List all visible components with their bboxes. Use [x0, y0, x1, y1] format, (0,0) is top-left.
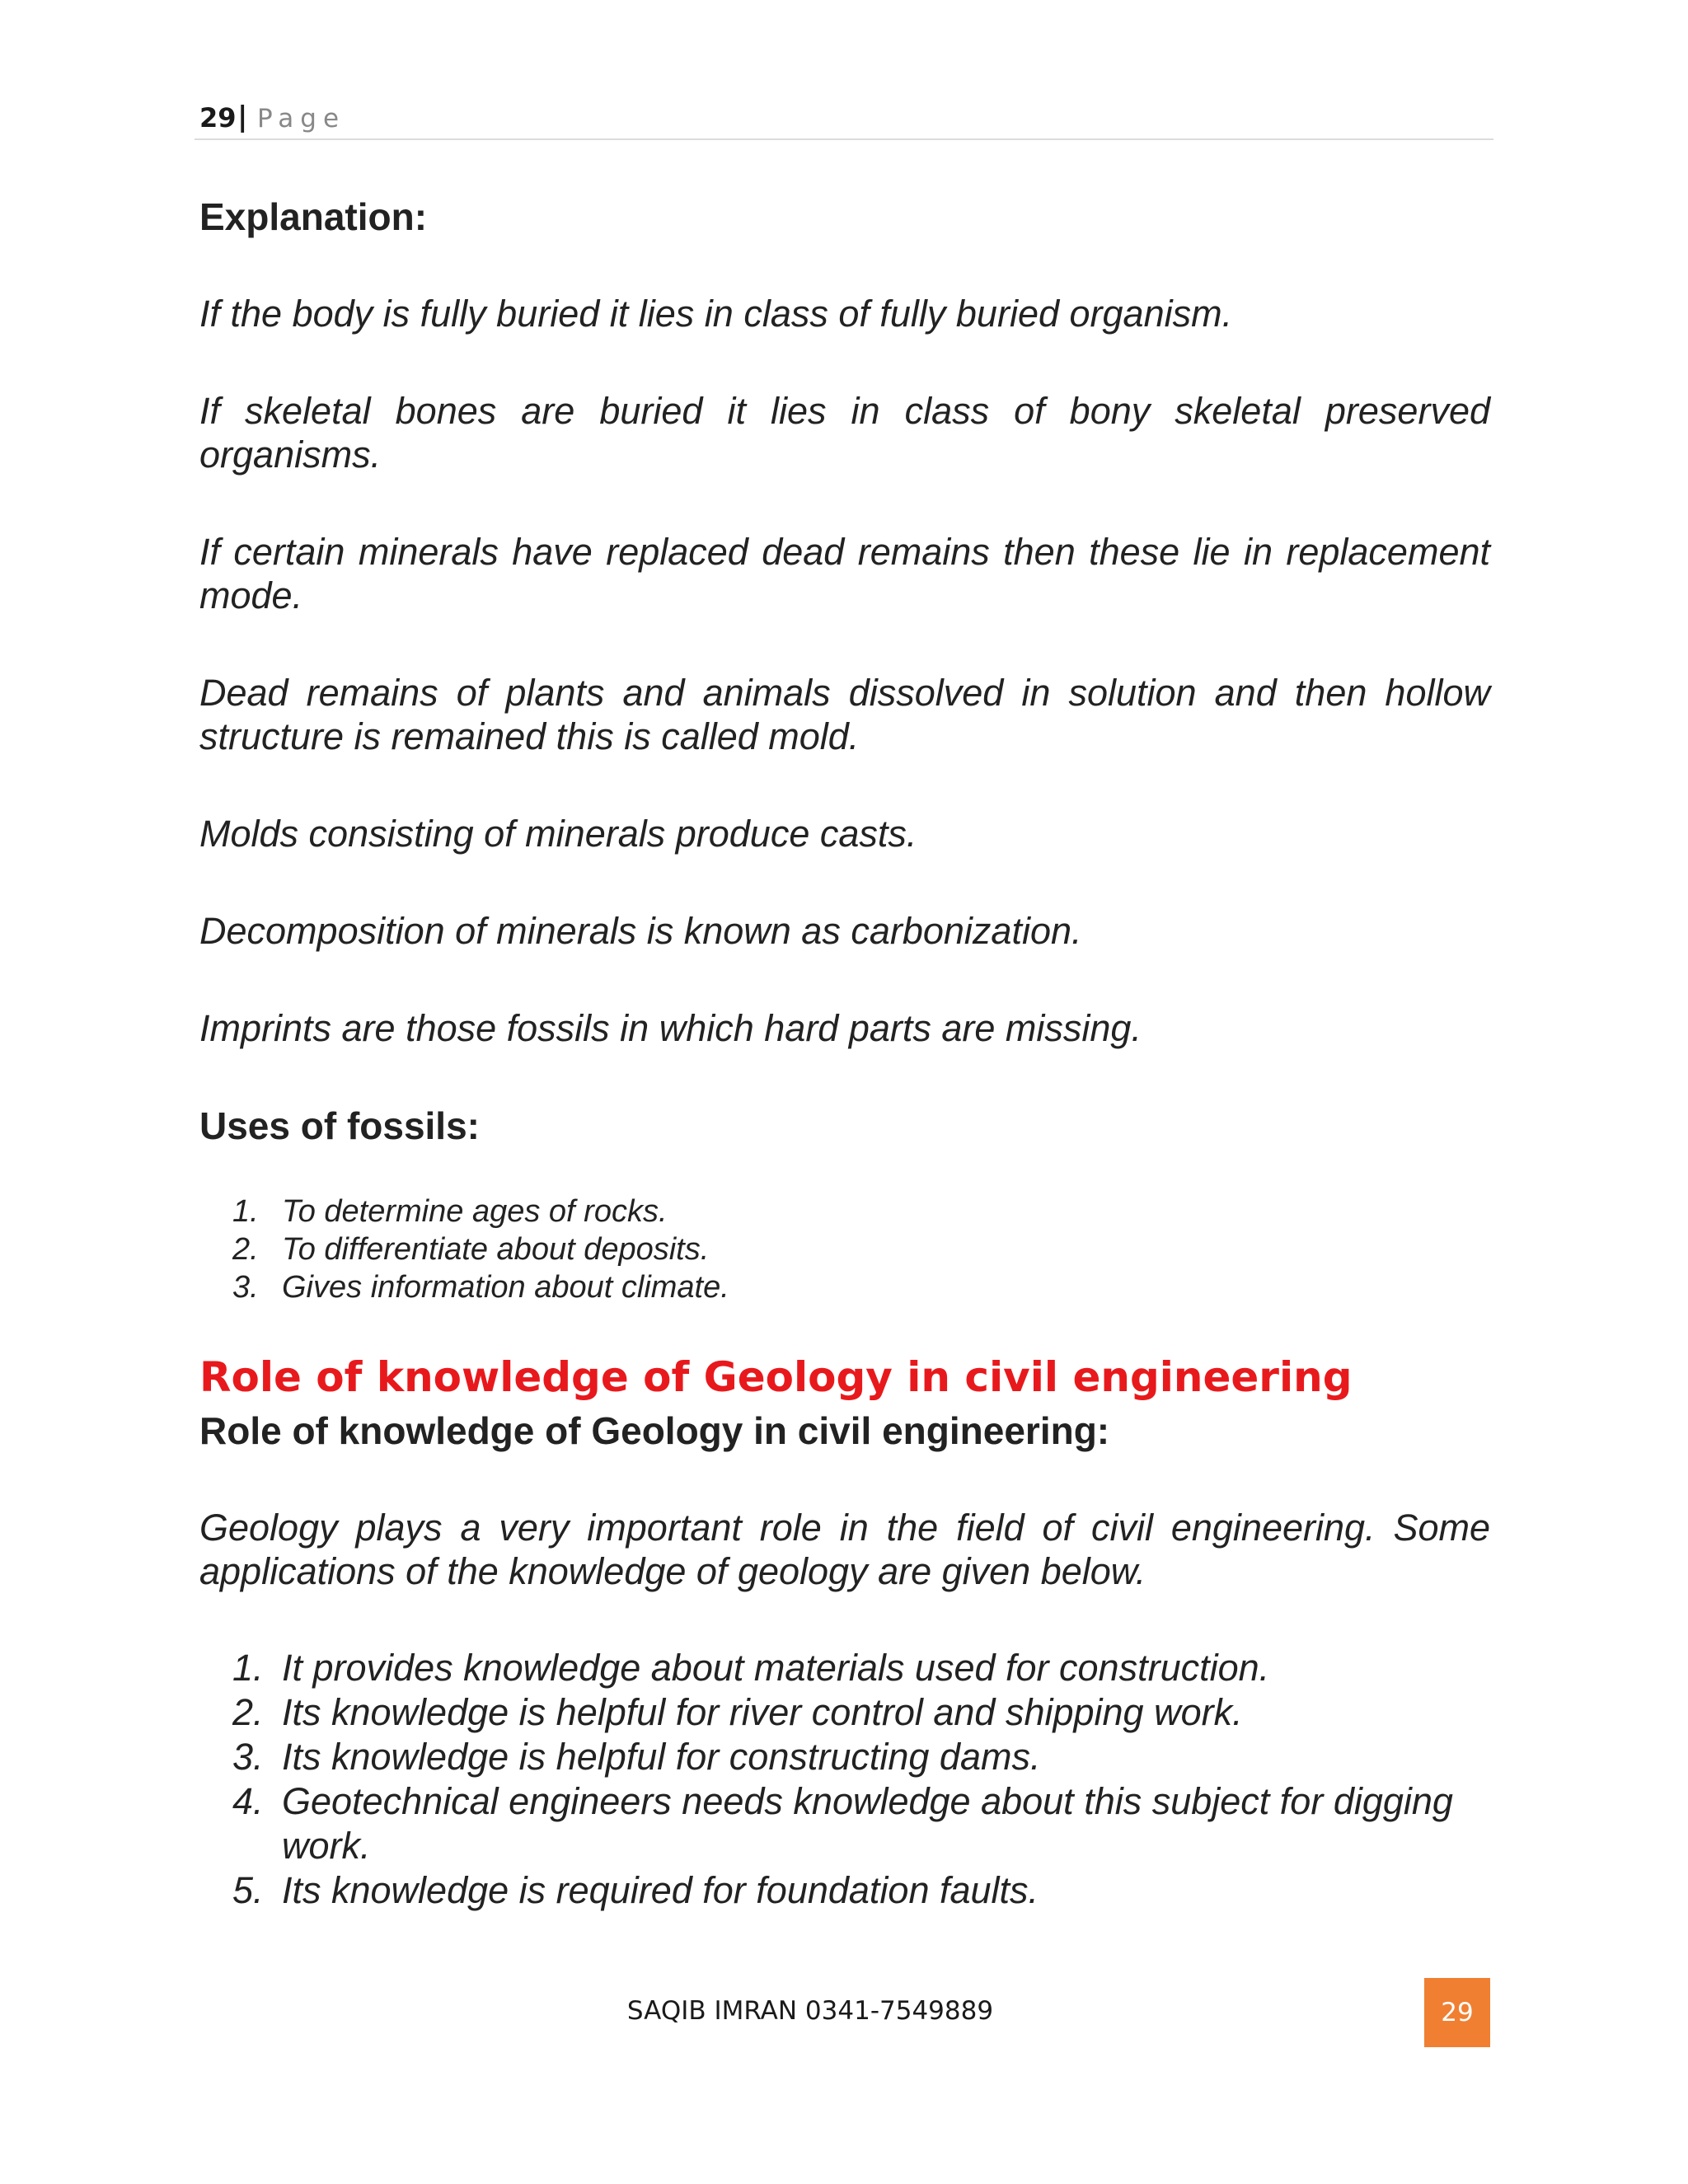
geology-applications-list [199, 1646, 1490, 1913]
geology-intro: Geology plays a very important role in the field of civil engineering. Some applications of the knowledge of geology are given below. [199, 1507, 1490, 1592]
section-heading: Role of knowledge of Geology in civil engineering [199, 1353, 1353, 1401]
page-content [199, 194, 1490, 1913]
footer-page-number: 29 [1441, 1998, 1474, 2027]
list-item [199, 1230, 1490, 1268]
footer-page-number-badge [1424, 1978, 1490, 2047]
header-page-word: Page [257, 104, 346, 134]
explanation-paragraph: Molds consisting of minerals produce casts. [199, 813, 917, 855]
explanation-paragraph: Imprints are those fossils in which hard parts are missing. [199, 1007, 1142, 1049]
explanation-paragraph: Decomposition of minerals is known as carbonization. [199, 910, 1082, 952]
list-item [199, 1868, 1490, 1913]
list-item-number: 1. [232, 1647, 264, 1689]
list-item-text: Its knowledge is helpful for river control and shipping work. [282, 1691, 1243, 1733]
list-item [199, 1193, 1490, 1230]
list-item-number: 4. [232, 1780, 264, 1822]
list-item-text: Geotechnical engineers needs knowledge about this subject for digging work. [282, 1780, 1453, 1867]
list-item-number: 3. [232, 1270, 259, 1305]
explanation-paragraph: If skeletal bones are buried it lies in class of bony skeletal preserved organisms. [199, 390, 1490, 476]
explanation-paragraph: If certain minerals have replaced dead remains then these lie in replacement mode. [199, 531, 1490, 616]
footer-author: SAQIB IMRAN 0341-7549889 [626, 1996, 994, 2026]
page-header [195, 97, 1493, 140]
list-item-number: 1. [232, 1194, 259, 1229]
list-item-text: Its knowledge is required for foundation faults. [282, 1869, 1039, 1911]
header-separator: | [237, 101, 248, 134]
list-item [199, 1779, 1490, 1868]
explanation-paragraph: If the body is fully buried it lies in class of fully buried organism. [199, 293, 1233, 335]
list-item [199, 1646, 1490, 1690]
list-item [199, 1268, 1490, 1306]
list-item-text: Its knowledge is helpful for constructing dams. [282, 1736, 1041, 1778]
list-item-text: To differentiate about deposits. [282, 1232, 710, 1267]
uses-list [199, 1193, 1490, 1306]
list-item-text: Gives information about climate. [282, 1270, 729, 1305]
header-page-number: 29 [199, 102, 237, 134]
list-item-text: To determine ages of rocks. [282, 1194, 668, 1229]
uses-heading: Uses of fossils: [199, 1104, 480, 1147]
list-item-number: 2. [232, 1232, 259, 1267]
list-item-number: 2. [232, 1691, 264, 1733]
explanation-paragraph: Dead remains of plants and animals dissolved in solution and then hollow structure is remained this is called mold. [199, 672, 1490, 757]
list-item [199, 1690, 1490, 1735]
list-item-number: 5. [232, 1869, 264, 1911]
list-item-number: 3. [232, 1736, 264, 1778]
list-item-text: It provides knowledge about materials used for construction. [282, 1647, 1270, 1689]
list-item [199, 1735, 1490, 1779]
section-subheading: Role of knowledge of Geology in civil engineering: [199, 1409, 1110, 1452]
explanation-heading: Explanation: [199, 195, 428, 238]
